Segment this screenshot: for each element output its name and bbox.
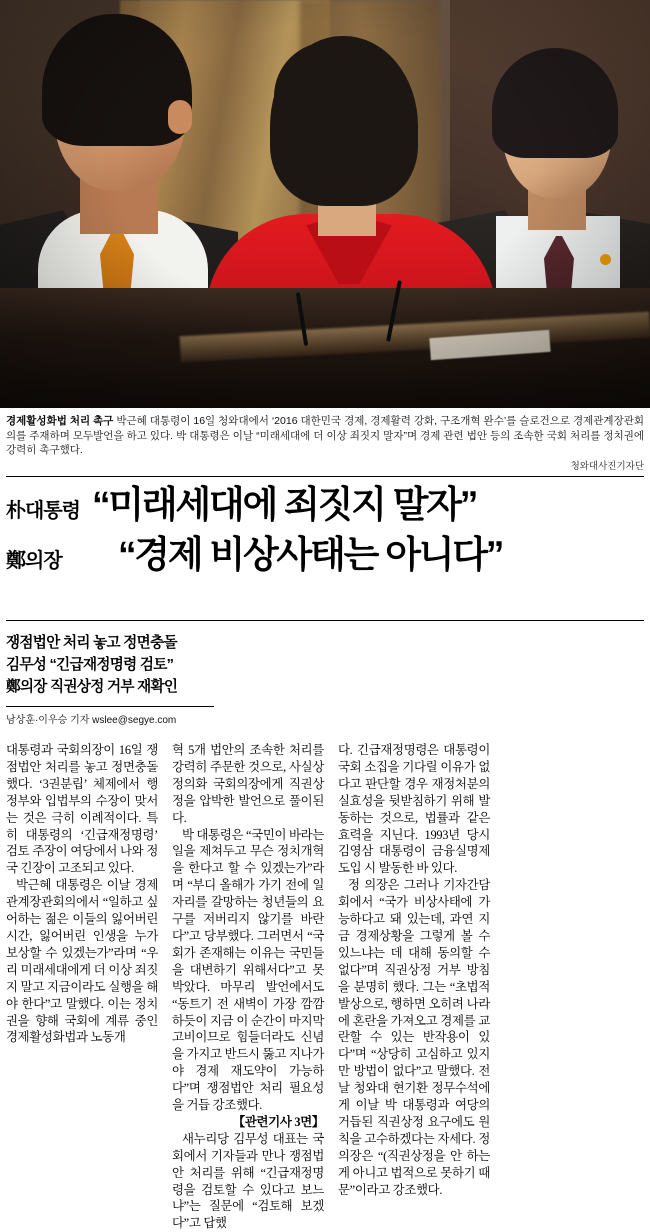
photo-caption xyxy=(6,414,644,474)
article-column-2 xyxy=(172,742,324,1231)
article-body xyxy=(6,742,644,1231)
press-photo xyxy=(0,0,650,408)
caption-text: 박근혜 대통령이 16일 청와대에서 ‘2016 대한민국 경제, 경제활력 강화, 구조개혁 완수’를 슬로건으로 경제관계장관회의를 주재하며 모두발언을 하고 있다. 박 대통령은 이날 “미래세대에 더 이상 죄짓지 말자”며 경제 관련 법안 등의 조속한 국회 처리를 정치권에 강력히 촉구했다. xyxy=(6,415,644,457)
subhead-item: 김무성 “긴급재정명령 검토” xyxy=(6,657,174,673)
divider-below-headline xyxy=(6,620,644,621)
headline-main-speaker: “경제 비상사태는 아니다” xyxy=(118,534,503,575)
byline: 남상훈·이우승 기자 wslee@segye.com xyxy=(6,706,214,726)
related-article-reference: 【관련기사 3면】 xyxy=(232,1114,324,1129)
headline-row-2 xyxy=(6,532,644,578)
divider-above-headline xyxy=(6,476,644,477)
caption-lead: 경제활성화법 처리 촉구 xyxy=(6,415,114,427)
paragraph: 정 의장은 그러나 기자간담회에서 “국가 비상사태에 가능하다고 돼 있는데, 과연 지금 경제상황을 그렇게 볼 수 있느냐는 데 대해 동의할 수 없다”며 직권상정 거부 방침을 분명히 했다. 그는 “초법적 발상으로, 행하면 오히려 나라에 혼란을 가져오고 경제를 교란할 수 있는 반작용이 있다”며 “상당히 고심하고 있지만 방법이 없다”고 말했다. 전날 청와대 현기환 정무수석에게 이날 박 대통령과 여당의 거듭된 직권상정 요구에도 원칙을 고수하겠다는 자세다. 정 의장은 “(직권상정을 안 하는 게 아니고 법적으로 못하기 때문”이라고 강조했다. xyxy=(338,878,490,1197)
photo-vignette xyxy=(0,0,650,408)
subhead-item: 쟁점법안 처리 놓고 정면충돌 xyxy=(6,635,177,651)
headline-row-1 xyxy=(6,482,644,528)
headline-main-president: “미래세대에 죄짓지 말자” xyxy=(92,484,477,525)
paragraph: 새누리당 김무성 대표는 국회에서 기자들과 만나 쟁점법안 처리를 위해 “긴급재정명령을 검토할 수 있다고 보느냐”는 질문에 “검토해 보겠다”고 답했 xyxy=(172,1131,324,1231)
paragraph: 혁 5개 법안의 조속한 처리를 강력히 주문한 것으로, 사실상 정의화 국회의장에게 직권상정을 압박한 발언으로 풀이된다. xyxy=(172,743,324,825)
paragraph: 다. 긴급재정명령은 대통령이 국회 소집을 기다릴 이유가 없다고 판단할 경우 재정처분의 실효성을 뒷받침하기 위해 발동하는 것으로, 법률과 같은 효력을 지닌다. 1993년 당시 김영삼 대통령이 금융실명제 도입 시 발동한 바 있다. xyxy=(338,743,490,876)
headline-kicker-speaker: 鄭의장 xyxy=(6,550,62,572)
paragraph: 박 대통령은 “국민이 바라는 일을 제쳐두고 무슨 정치개혁을 한다고 할 수 있겠는가”라며 “부디 올해가 가기 전에 일자리를 갈망하는 청년들의 요구를 저버리지 않기를 바란다”고 당부했다. 그러면서 “국회가 존재해는 이유는 국민들을 대변하기 위해서다”고 못박았다. 마무리 발언에서도 “동트기 전 새벽이 가장 깜깜하듯이 지금 이 순간이 마지막 고비이므로 힘들더라도 신념을 가지고 반드시 뚫고 지나가야 경제 재도약이 가능하다”며 쟁점법안 처리 필요성을 거듭 강조했다. xyxy=(172,827,324,1113)
subhead-list xyxy=(6,632,202,698)
subhead-item: 鄭의장 직권상정 거부 재확인 xyxy=(6,679,178,695)
headline-block xyxy=(6,482,644,582)
paragraph: 박근혜 대통령은 이날 경제관계장관회의에서 “일하고 싶어하는 젊은 이들의 잃어버린 시간, 잃어버린 인생을 누가 보상할 수 있겠는가”라며 “우리 미래세대에게 더 이상 죄짓지 말고 지금이라도 실행을 해야 한다”고 말했다. 이는 정치권을 향해 국회에 계류 중인 경제활성화법과 노동개 xyxy=(6,878,158,1045)
headline-kicker-president: 朴대통령 xyxy=(6,500,80,522)
paragraph: 대통령과 국회의장이 16일 쟁점법안 처리를 놓고 정면충돌했다. ‘3권분립’ 체제에서 행정부와 입법부의 수장이 맞서는 것은 극히 이례적이다. 특히 대통령의 ‘긴급재정명령’ 검토 주장이 여당에서 나와 정국 긴장이 고조되고 있다. xyxy=(6,743,158,876)
article-column-1 xyxy=(6,742,158,1060)
photo-credit: 청와대사진기자단 xyxy=(570,460,644,472)
article-column-3 xyxy=(338,742,490,1197)
